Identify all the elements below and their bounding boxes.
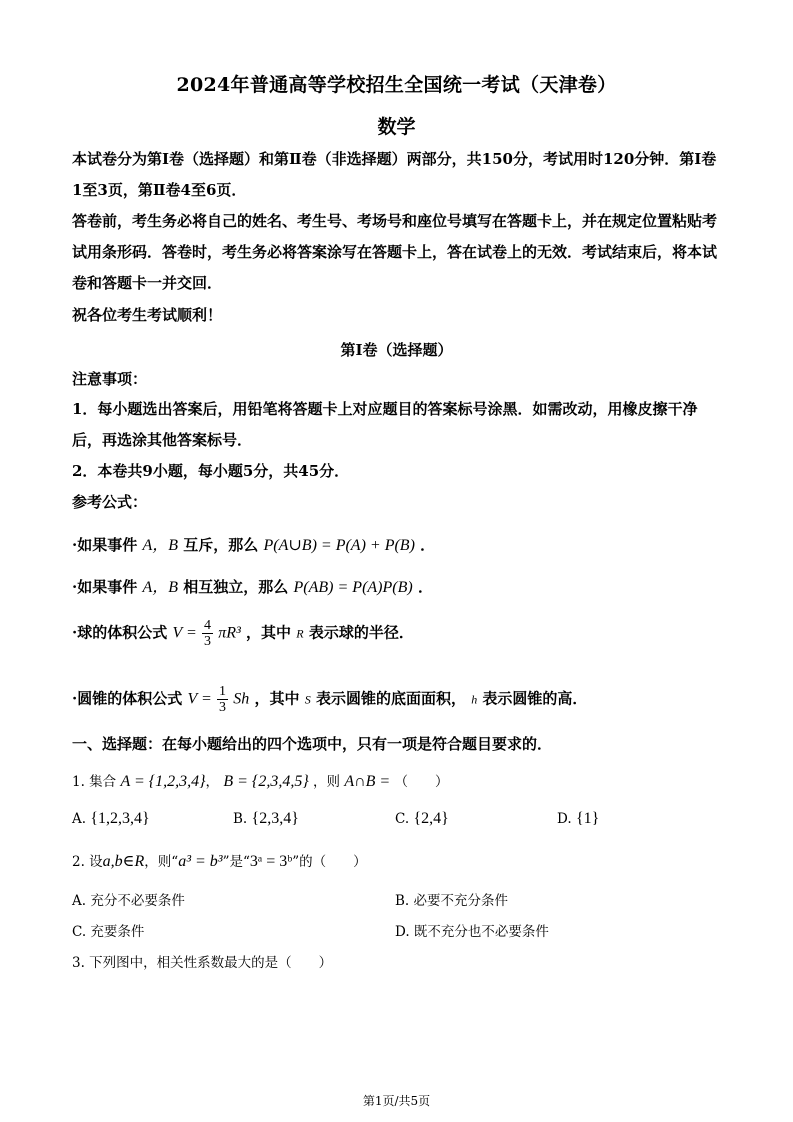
page-number: 第1页/共5页 (362, 1094, 431, 1108)
formula-independent: ·如果事件 A，B 相互独立，那么 P(AB) = P(A)P(B) ． (72, 578, 433, 596)
fraction: $\frac{1}{3}$ (218, 684, 226, 715)
formula-vars: A，B (142, 537, 179, 554)
fraction: $\frac{4}{3}$ (203, 618, 211, 649)
q1-option-b[interactable]: B. {2,3,4} (233, 810, 299, 827)
q1-option-d[interactable]: D. {1} (557, 810, 600, 827)
intro-paragraph-2: 答卷前，考生务必将自己的姓名、考生号、考场号和座位号填写在答题卡上，并在规定位置粘贴考试用条形码．答卷时，考生务必将答案涂写在答题卡上，答在试卷上的无效．考试结束后，将本试卷和答题卡一并交回． (72, 212, 718, 292)
question-2: 2. 设a,b∈R，则“a³ = b³”是“3ᵃ = 3ᵇ”的（ ） (72, 853, 367, 870)
q2-option-c[interactable]: C. 充要条件 (72, 924, 145, 940)
section-heading: 第Ⅰ卷（选择题） (340, 341, 453, 359)
formula-vars: A，B (142, 579, 179, 596)
q2-option-d[interactable]: D. 既不充分也不必要条件 (395, 924, 549, 940)
intro-paragraph-3: 祝各位考生考试顺利！ (72, 306, 223, 324)
q2-option-a[interactable]: A. 充分不必要条件 (72, 893, 185, 909)
q1-option-a[interactable]: A. {1,2,3,4} (72, 810, 150, 827)
formula-equation: P(A∪B) = P(A) + P(B) (263, 537, 415, 554)
formula-sphere-volume: ·球的体积公式 V = $\frac{4}{3}$ πR³ ，其中 R 表示球的半径． (72, 618, 414, 649)
subject-title: 数学 (377, 116, 416, 138)
part-heading: 一、选择题：在每小题给出的四个选项中，只有一项是符合题目要求的． (72, 735, 553, 753)
formula-title: 参考公式： (72, 493, 148, 511)
q2-option-b[interactable]: B. 必要不充分条件 (395, 893, 509, 909)
q1-option-c[interactable]: C. {2,4} (395, 810, 449, 827)
intro-paragraph-1: 本试卷分为第Ⅰ卷（选择题）和第Ⅱ卷（非选择题）两部分，共150分，考试用时120分钟．第Ⅰ卷1至3页，第Ⅱ卷4至6页． (72, 150, 717, 199)
exam-title: 2024年普通高等学校招生全国统一考试（天津卷） (176, 74, 617, 96)
question-3: 3. 下列图中，相关性系数最大的是（ ） (72, 955, 333, 971)
notice-item-1: 1．每小题选出答案后，用铅笔将答题卡上对应题目的答案标号涂黑．如需改动，用橡皮擦干净后，再选涂其他答案标号． (72, 400, 698, 449)
formula-cone-volume: ·圆锥的体积公式 V = $\frac{1}{3}$ Sh ，其中 S 表示圆锥的底面面积， h 表示圆锥的高． (72, 684, 588, 715)
formula-equation: P(AB) = P(A)P(B) (293, 579, 413, 596)
notice-item-2: 2．本卷共9小题，每小题5分，共45分． (72, 462, 350, 480)
notice-title: 注意事项： (72, 370, 148, 388)
question-1: 1. 集合 A = {1,2,3,4}， B = {2,3,4,5} ，则 A∩B = （ ） (72, 773, 449, 790)
formula-mutually-exclusive: ·如果事件 A，B 互斥，那么 P(A∪B) = P(A) + P(B) ． (72, 536, 436, 554)
